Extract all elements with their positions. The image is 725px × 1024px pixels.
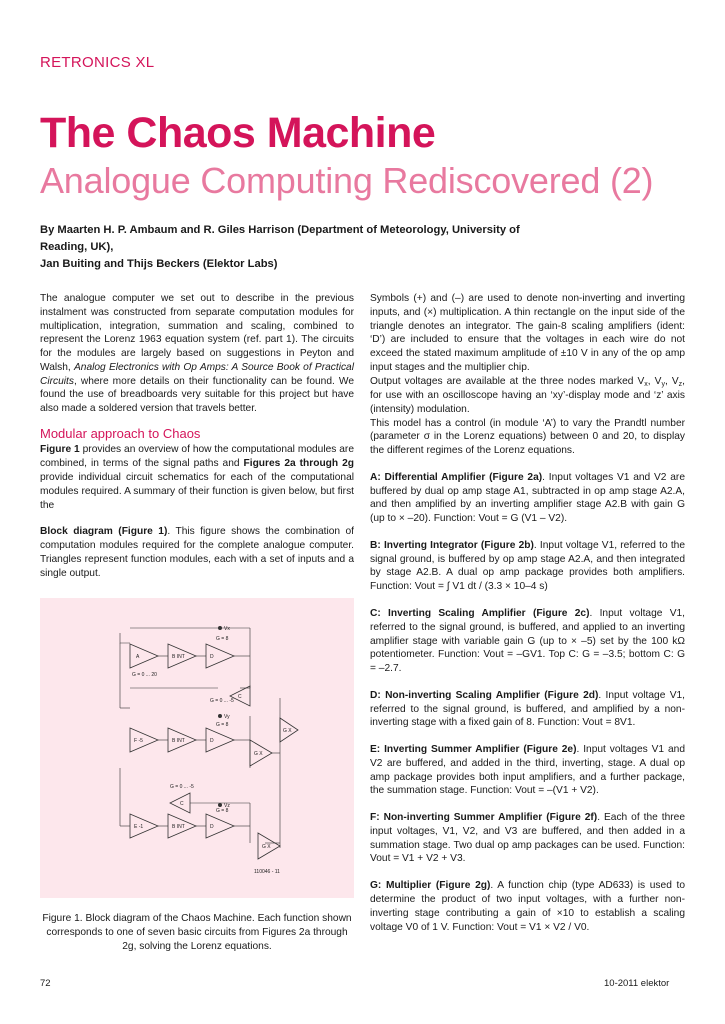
module-c-paragraph: C: Inverting Scaling Amplifier (Figure 2c). Input voltage V1, referred to the signal ground, is buffered, and applied to an inverting amplifier stage with variable gain G (up to × –5) set by the 100 kΩ potentiometer. Function: Vout = –GV1. Top C: G = –3.5; bottom C: G = –2.7. — [370, 607, 685, 675]
block-diagram-paragraph: Block diagram (Figure 1). This figure shows the combination of computation modules required for the complete analogue computer. Triangles represent function modules, each with a set of inputs and a single output. — [40, 526, 354, 579]
article-subtitle: Analogue Computing Rediscovered (2) — [40, 160, 654, 201]
svg-text:A: A — [136, 654, 140, 660]
module-d-paragraph: D: Non-inverting Scaling Amplifier (Figure 2d). Input voltage V1, referred to the signal ground, is buffered, and amplified by a non-inverting stage with a fixed gain of 8. Function: Vout = 8V1. — [370, 689, 685, 729]
svg-text:G = 8: G = 8 — [216, 636, 229, 642]
svg-text:B INT: B INT — [172, 654, 185, 660]
svg-text:G X: G X — [283, 728, 292, 734]
node-vy — [218, 714, 222, 718]
byline — [40, 222, 570, 272]
intro-paragraph: The analogue computer we set out to describe in the previous instalment was constructed from separate computation modules for multiplication, integration, summation and scaling, combined to represent the Lorenz 1963 equation system (ref. part 1). The circuits for the modules are largely based on suggestions in Peyton and Walsh, Analog Electronics with Op Amps: A Source Book of Practical Circuits, where more details on their functionality can be found. We found the use of breadboards very suitable for this project but have also made a soldered version that travels better. — [40, 293, 354, 415]
article-title: The Chaos Machine — [40, 109, 436, 157]
block-diagram — [40, 598, 354, 898]
svg-text:G X: G X — [262, 844, 271, 850]
byline-line-2: Jan Buiting and Thijs Beckers (Elektor Labs) — [40, 257, 278, 270]
svg-text:G = 0 ... -5: G = 0 ... -5 — [210, 698, 234, 704]
module-b-paragraph: B: Inverting Integrator (Figure 2b). Input voltage V1, referred to the signal ground, is buffered by op amp stage A2.A, and then integrated by stage A2.B. A dual op amp package provides both amplifiers. Function: Vout = ∫ V1 dt / (3.3 × 10–4 s) — [370, 539, 685, 593]
svg-text:G = 0 ... -5: G = 0 ... -5 — [170, 784, 194, 790]
svg-text:B INT: B INT — [172, 824, 185, 830]
svg-text:G X: G X — [254, 751, 263, 757]
svg-text:E -1: E -1 — [134, 824, 144, 830]
svg-text:G = 8: G = 8 — [216, 808, 229, 814]
module-a-paragraph: A: Differential Amplifier (Figure 2a). Input voltages V1 and V2 are buffered by dual op amp stage A1, subtracted in op amp stage A2.A, and then amplified by an inverting amplifier stage A2.B with gain G (up to × –20). Function: Vout = G (V1 – V2). — [370, 471, 685, 525]
right-column — [370, 292, 685, 934]
figure-code: 110046 - 11 — [254, 869, 280, 875]
svg-text:F -5: F -5 — [134, 738, 143, 744]
svg-text:Vy: Vy — [224, 714, 230, 720]
svg-text:D: D — [210, 654, 214, 660]
module-a — [130, 644, 158, 668]
svg-text:B INT: B INT — [172, 738, 185, 744]
svg-text:Vz: Vz — [224, 803, 230, 809]
subheading-modular: Modular approach to Chaos — [40, 425, 201, 441]
outputs-paragraph: Output voltages are available at the three nodes marked $V_x$, $V_y$, $V_z$, for use with an oscilloscope having an ‘xy’-display mode and ‘z’ axis (intensity) modulation. — [370, 375, 685, 415]
node-vx — [218, 626, 222, 630]
page-number: 72 — [40, 978, 51, 989]
module-f-paragraph: F: Non-inverting Summer Amplifier (Figure 2f). Each of the three input voltages, V1, V2, and V3 are buffered, and then added in a summation stage. Two dual op amp packages can be used. Function: Vout = V1 + V2 + V3. — [370, 812, 685, 865]
svg-text:C: C — [238, 694, 242, 700]
svg-text:G = 0 ... 20: G = 0 ... 20 — [132, 672, 157, 678]
issue-footer: 10-2011 elektor — [604, 978, 670, 989]
node-vz — [218, 803, 222, 807]
left-column — [40, 292, 354, 580]
svg-text:Vx: Vx — [224, 626, 230, 632]
symbols-paragraph: Symbols (+) and (–) are used to denote non-inverting and inverting inputs, and (×) multiplication. A thin rectangle on the input side of the triangle denotes an integrator. The gain-8 scaling amplifiers (ident: ‘D’) are included to ensure that the voltages in each wire do not exceed the stated maximum amplitude of ±10 V in any of the op amp input stages and the multiplier chip. — [370, 293, 685, 373]
figure-1 — [40, 598, 354, 898]
figure-caption: Figure 1. Block diagram of the Chaos Machine. Each function shown corresponds to one of seven basic circuits from Figures 2a through 2g, solving the Lorenz equations. — [42, 913, 352, 952]
module-e-paragraph: E: Inverting Summer Amplifier (Figure 2e). Input voltages V1 and V2 are buffered, and added in the third, inverting, stage. A dual op amp package provides both input amplifiers, and a further package, the summation stage. Function: Vout = –(V1 + V2). — [370, 744, 685, 797]
byline-line-1: By Maarten H. P. Ambaum and R. Giles Harrison (Department of Meteorology, University of Reading, UK), — [40, 224, 520, 253]
svg-text:G = 8: G = 8 — [216, 722, 229, 728]
overview-paragraph: Figure 1 provides an overview of how the computational modules are combined, in terms of the signal paths and Figures 2a through 2g provide individual circuit schematics for each of the computational modules required. A summary of their function is given below, but first the — [40, 444, 354, 511]
module-g-paragraph: G: Multiplier (Figure 2g). A function chip (type AD633) is used to determine the product of two input voltages, with a further non-inverting stage contributing a gain of ×10 to establish a scaling voltage V0 of 1 V. Function: Vout = V1 × V2 / V0. — [370, 880, 686, 933]
svg-text:D: D — [210, 824, 214, 830]
prandtl-paragraph: This model has a control (in module ‘A’) to vary the Prandtl number (parameter σ in the Lorenz equations) between 0 and 20, to display the different regimes of the Lorenz equations. — [370, 417, 685, 457]
svg-text:C: C — [180, 801, 184, 807]
svg-text:D: D — [210, 738, 214, 744]
section-label: RETRONICS XL — [40, 54, 155, 71]
book-title: Analog Electronics with Op Amps: A Source Book of Practical Circuits — [40, 361, 354, 387]
